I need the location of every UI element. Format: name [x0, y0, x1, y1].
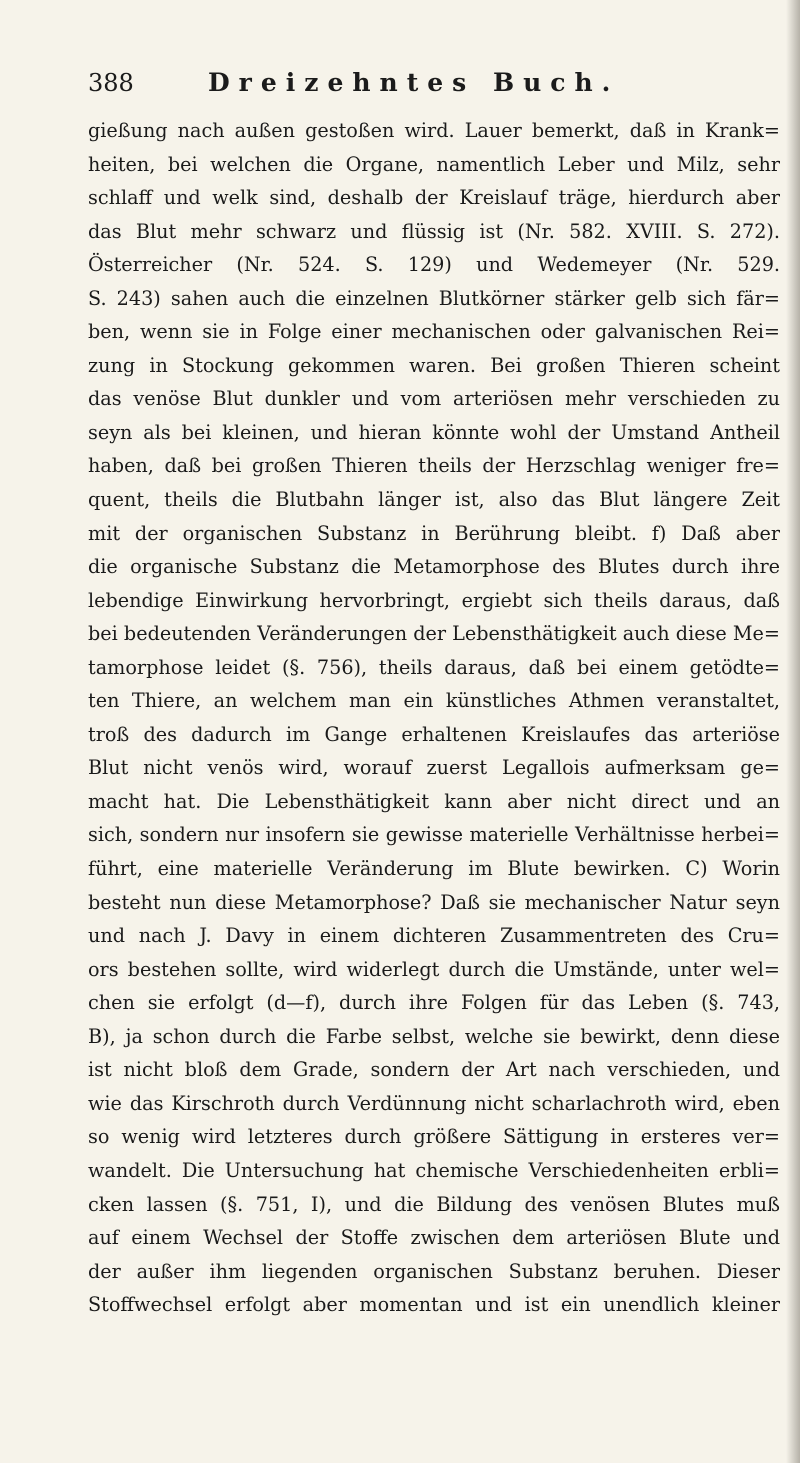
- text-line: gießung nach außen gestoßen wird. Lauer bemerkt, daß in Krank=: [88, 119, 780, 142]
- text-line: wie das Kirschroth durch Verdünnung nicht scharlachroth wird, eben: [88, 1091, 780, 1115]
- text-line: besteht nun diese Metamorphose? Daß sie mechanischer Natur seyn: [88, 890, 780, 914]
- page-header: [88, 66, 728, 106]
- text-line: der außer ihm liegenden organischen Substanz beruhen. Dieser: [88, 1259, 780, 1283]
- text-line: troß des dadurch im Gange erhaltenen Kreislaufes das arteriöse: [88, 722, 780, 746]
- text-line: das Blut mehr schwarz und flüssig ist (Nr. 582. XVIII. S. 272).: [88, 219, 780, 243]
- text-line: seyn als bei kleinen, und hieran könnte wohl der Umstand Antheil: [88, 420, 780, 444]
- text-line: auf einem Wechsel der Stoffe zwischen dem arteriösen Blute und: [88, 1226, 780, 1250]
- text-line: sich, sondern nur insofern sie gewisse materielle Verhältnisse herbei=: [88, 823, 780, 847]
- text-line: S. 243) sahen auch die einzelnen Blutkörner stärker gelb sich fär=: [88, 286, 780, 310]
- text-line: Österreicher (Nr. 524. S. 129) und Wedemeyer (Nr. 529.: [88, 253, 780, 277]
- text-line: schlaff und welk sind, deshalb der Kreislauf träge, hierdurch aber: [88, 186, 780, 210]
- text-line: tamorphose leidet (§. 756), theils daraus, daß bei einem getödte=: [88, 655, 780, 679]
- text-line: B), ja schon durch die Farbe selbst, welche sie bewirkt, denn diese: [88, 1024, 780, 1048]
- text-line: die organische Substanz die Metamorphose des Blutes durch ihre: [88, 555, 780, 579]
- text-line: quent, theils die Blutbahn länger ist, also das Blut längere Zeit: [88, 488, 780, 512]
- text-line: wandelt. Die Untersuchung hat chemische Verschiedenheiten erbli=: [88, 1158, 780, 1182]
- body-text: [88, 114, 780, 1322]
- text-line: ors bestehen sollte, wird widerlegt durch die Umstände, unter wel=: [88, 957, 780, 981]
- text-line: chen sie erfolgt (d—f), durch ihre Folgen für das Leben (§. 743,: [88, 991, 780, 1015]
- page-number: 388: [88, 69, 134, 97]
- text-line: haben, daß bei großen Thieren theils der Herzschlag weniger fre=: [88, 454, 780, 478]
- text-line: führt, eine materielle Veränderung im Blute bewirken. C) Worin: [88, 857, 780, 881]
- text-line: so wenig wird letzteres durch größere Sättigung in ersteres ver=: [88, 1125, 780, 1149]
- text-line: das venöse Blut dunkler und vom arteriösen mehr verschieden zu: [88, 387, 780, 411]
- text-line: macht hat. Die Lebensthätigkeit kann aber nicht direct und an: [88, 789, 780, 813]
- running-head: Dreizehntes Buch.: [208, 68, 620, 97]
- text-line: ben, wenn sie in Folge einer mechanischen oder galvanischen Rei=: [88, 320, 780, 344]
- text-line: lebendige Einwirkung hervorbringt, ergiebt sich theils daraus, daß: [88, 588, 780, 612]
- text-line: und nach J. Davy in einem dichteren Zusammentreten des Cru=: [88, 924, 780, 948]
- text-line: bei bedeutenden Veränderungen der Lebensthätigkeit auch diese Me=: [88, 622, 780, 646]
- text-line: Stoffwechsel erfolgt aber momentan und ist ein unendlich kleiner: [88, 1293, 780, 1317]
- text-line: mit der organischen Substanz in Berührung bleibt. f) Daß aber: [88, 521, 780, 545]
- page-edge-shadow: [786, 0, 800, 1463]
- text-line: heiten, bei welchen die Organe, namentlich Leber und Milz, sehr: [88, 152, 780, 176]
- text-line: ten Thiere, an welchem man ein künstliches Athmen veranstaltet,: [88, 689, 780, 713]
- text-line: cken lassen (§. 751, I), und die Bildung des venösen Blutes muß: [88, 1192, 780, 1216]
- text-line: Blut nicht venös wird, worauf zuerst Legallois aufmerksam ge=: [88, 756, 780, 780]
- text-line: zung in Stockung gekommen waren. Bei großen Thieren scheint: [88, 353, 780, 377]
- text-line: ist nicht bloß dem Grade, sondern der Art nach verschieden, und: [88, 1058, 780, 1082]
